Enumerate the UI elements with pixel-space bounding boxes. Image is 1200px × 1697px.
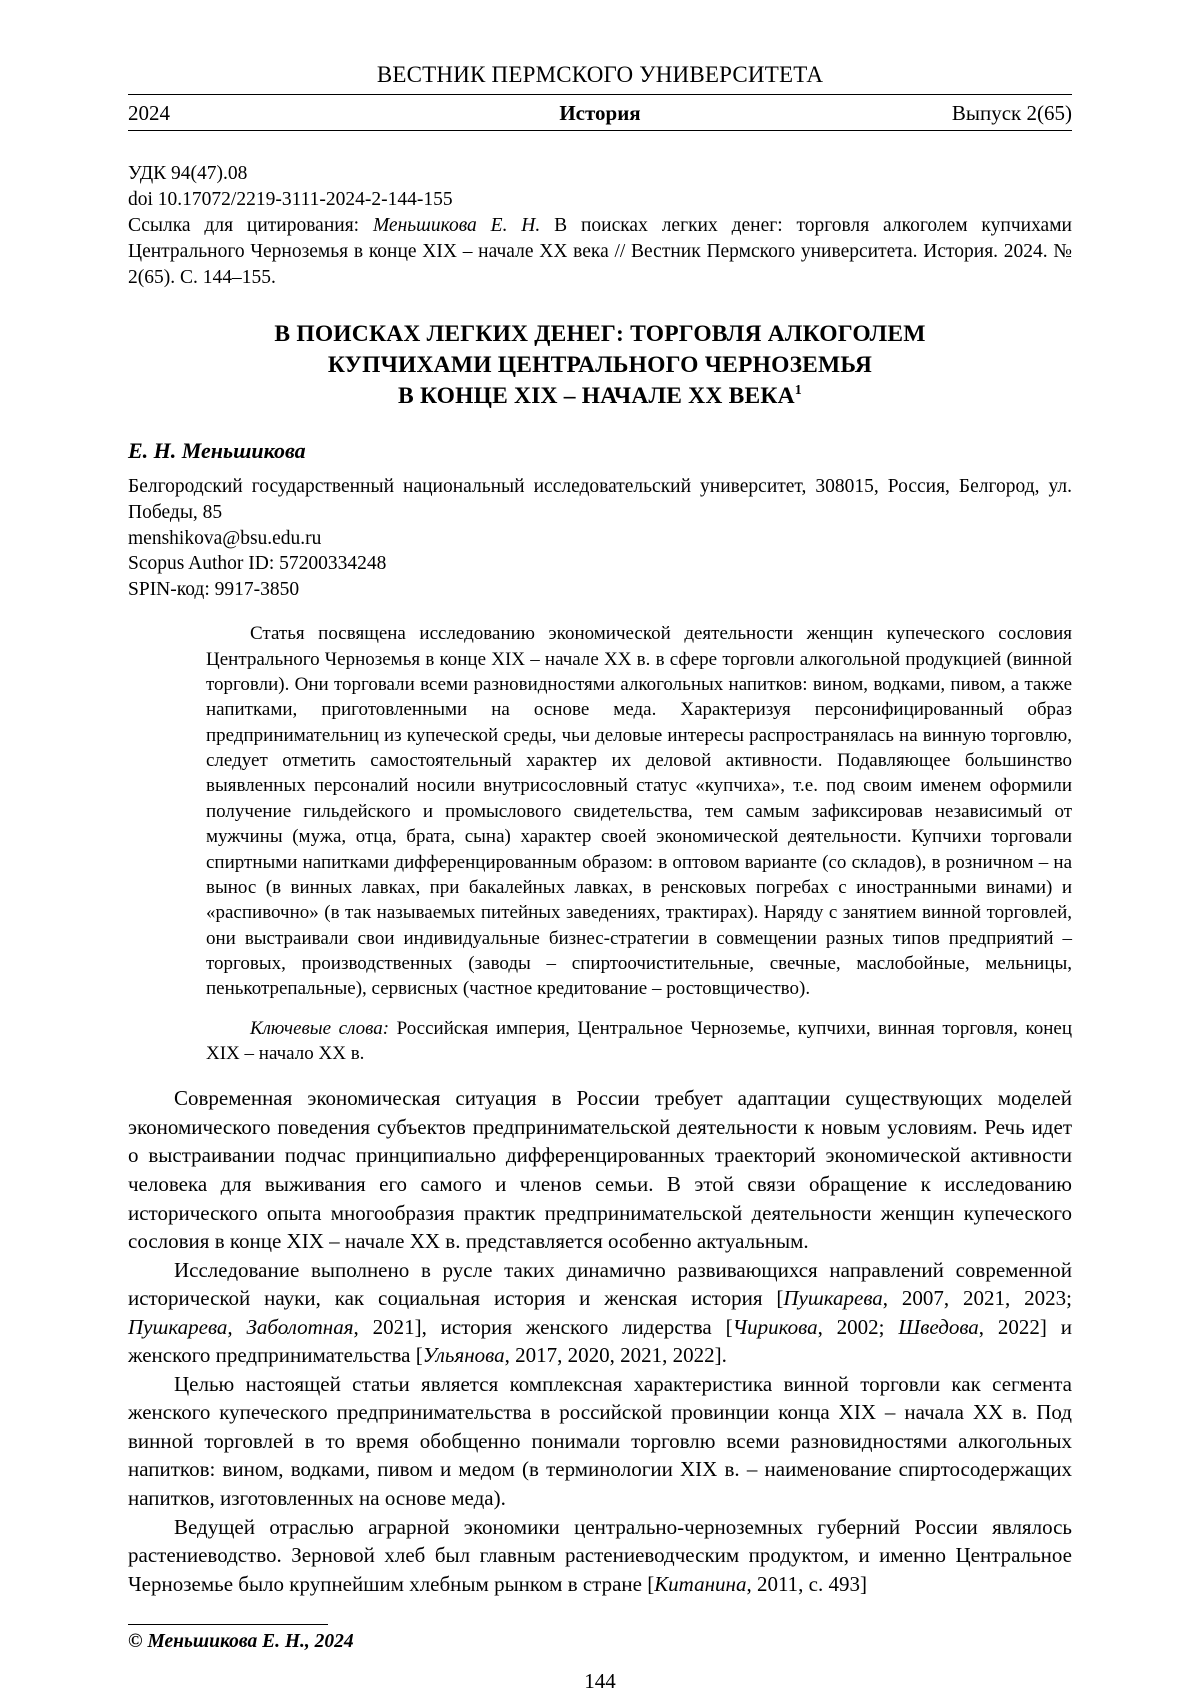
keywords-label: Ключевые слова: xyxy=(250,1017,390,1039)
body-paragraph xyxy=(128,1084,1072,1255)
citation-name: Чирикова xyxy=(732,1314,818,1339)
keywords-text: Российская империя, Центральное Черноземье, купчихи, винная торговля, конец XIX – начало XX в. xyxy=(206,1017,1072,1065)
title-line-1: В ПОИСКАХ ЛЕГКИХ ДЕНЕГ: ТОРГОВЛЯ АЛКОГОЛЕМ xyxy=(274,320,926,347)
body-text xyxy=(128,1084,1072,1598)
header-divider-top xyxy=(128,94,1072,95)
page-number: 144 xyxy=(584,1669,616,1694)
paragraph-run: , 2017, 2020, 2021, 2022]. xyxy=(504,1343,727,1368)
paragraph-run: , 2002; xyxy=(817,1314,899,1339)
citation-label: Ссылка для цитирования: xyxy=(128,214,360,236)
title-line-3-text: В КОНЦЕ XIX – НАЧАЛЕ XX ВЕКА xyxy=(398,382,795,409)
body-paragraph xyxy=(128,1513,1072,1599)
citation-author: Меньшикова Е. Н. xyxy=(372,214,541,236)
paragraph-run: , 2022] и женского предпринимательства [ xyxy=(128,1314,1072,1368)
paragraph-run: Исследование выполнено в русле таких динамично развивающихся направлений современной исторической науки, как социальная история и женская история [ xyxy=(128,1257,1072,1311)
paragraph-run: , 2007, 2021, 2023; xyxy=(882,1286,1072,1311)
paragraph-run: Современная экономическая ситуация в России требует адаптации существующих моделей экономического поведения субъектов предпринимательской деятельности к новым условиям. Речь идет о выстраивании подчас принципиально дифференцированных траекторий экономической активности человека для выживания его самого и членов семьи. В этой связи обращение к исследованию исторического опыта многообразия практик предпринимательской деятельности женщин купеческого сословия в конце XIX – начале XX в. представляется особенно актуальным. xyxy=(128,1086,1072,1254)
body-paragraph xyxy=(128,1256,1072,1370)
title-line-2: КУПЧИХАМИ ЦЕНТРАЛЬНОГО ЧЕРНОЗЕМЬЯ xyxy=(327,351,873,378)
citation-name: Пушкарева, Заболотная xyxy=(128,1314,354,1339)
header-issue: Выпуск 2(65) xyxy=(951,101,1072,125)
citation-rest: В поисках легких денег: торговля алкоголем купчихами Центрального Черноземья в конце XIX – начале XX века // Вестник Пермского университета. История. 2024. № 2(65). С. 144–155. xyxy=(128,214,1072,288)
citation-name: Пушкарева xyxy=(783,1286,883,1311)
author-affiliation: Белгородский государственный национальный исследовательский университет, 308015, Россия, Белгород, ул. Победы, 85 xyxy=(128,475,1072,523)
running-header xyxy=(128,101,1072,126)
keywords-block xyxy=(206,1016,1072,1067)
author-spin-code: SPIN-код: 9917-3850 xyxy=(128,579,300,601)
udk-code: УДК 94(47).08 xyxy=(128,163,248,184)
body-paragraph xyxy=(128,1370,1072,1513)
page-title xyxy=(128,319,1072,412)
paragraph-run: , 2021], история женского лидерства [ xyxy=(353,1314,733,1339)
author-email: menshikova@bsu.edu.ru xyxy=(128,527,322,549)
header-section: История xyxy=(559,101,641,125)
title-line-3 xyxy=(128,381,1072,412)
title-footnote-marker: 1 xyxy=(794,382,802,398)
paragraph-run: , 2011, с. 493] xyxy=(746,1571,867,1596)
header-divider-bottom xyxy=(128,130,1072,131)
author-scopus-id: Scopus Author ID: 57200334248 xyxy=(128,553,387,575)
author-name: Е. Н. Меньшикова xyxy=(128,437,306,463)
paragraph-run: Целью настоящей статьи является комплексная характеристика винной торговли как сегмента женского купеческого предпринимательства в российской провинции конца XIX – начала XX в. Под винной торговлей в то время обобщенно понимали торговлю всеми разновидностями алкогольных напитков: вином, водками, пивом и медом (в терминологии XIX в. – наименование спиртосодержащих напитков, изготовленных на основе меда). xyxy=(128,1371,1072,1511)
citation-name: Ульянова xyxy=(422,1343,505,1368)
journal-title: ВЕСТНИК ПЕРМСКОГО УНИВЕРСИТЕТА xyxy=(376,62,824,87)
abstract-text: Статья посвящена исследованию экономической деятельности женщин купеческого сословия Центрального Черноземья в конце XIX – начале XX в. в сфере торговли алкогольной продукцией (винной торговли). Они торговали всеми разновидностями алкогольных напитков: вином, водками, пивом, а также напитками, приготовленными на основе меда. Характеризуя персонифицированный образ предпринимательниц из купеческой среды, чьи деловые интересы распространялась на винную торговлю, следует отметить самостоятельный характер их деловой активности. Подавляющее большинство выявленных персоналий носили внутрисословный статус «купчиха», т.е. под своим именем оформили получение гильдейского и промыслового свидетельства, тем самым зафиксировав независимый от мужчины (мужа, отца, брата, сына) характер своей экономической деятельности. Купчихи торговали спиртными напитками дифференцированным образом: в оптовом варианте (со складов), в розничном – на вынос (в винных лавках, при бакалейных лавках, в ренсковых погребах с иностранными винами) и «распивочно» (в так называемых питейных заведениях, трактирах). Наряду с занятием винной торговлей, они выстраивали свои индивидуальные бизнес-стратегии в совмещении разных типов предприятий – торговых, производственных (заводы – спиртоочистительные, свечные, маслобойные, мельницы, пенькотрепальные), сервисных (частное кредитование – ростовщичество). xyxy=(206,623,1072,1000)
header-year: 2024 xyxy=(128,101,170,125)
citation-name: Шведова xyxy=(898,1314,979,1339)
citation-reference xyxy=(128,213,1072,291)
footnote-divider xyxy=(128,1624,328,1625)
doi-code: doi 10.17072/2219-3111-2024-2-144-155 xyxy=(128,188,453,210)
citation-name: Китанина xyxy=(654,1571,747,1596)
copyright-notice: © Меньшикова Е. Н., 2024 xyxy=(128,1631,354,1653)
article-meta xyxy=(128,161,1072,291)
paragraph-run: Ведущей отраслью аграрной экономики центрально-черноземных губерний России являлось растениеводство. Зерновой хлеб был главным растениеводческим продуктом, и именно Центральное Черноземье было крупнейшим хлебным рынком в стране [ xyxy=(128,1514,1072,1596)
